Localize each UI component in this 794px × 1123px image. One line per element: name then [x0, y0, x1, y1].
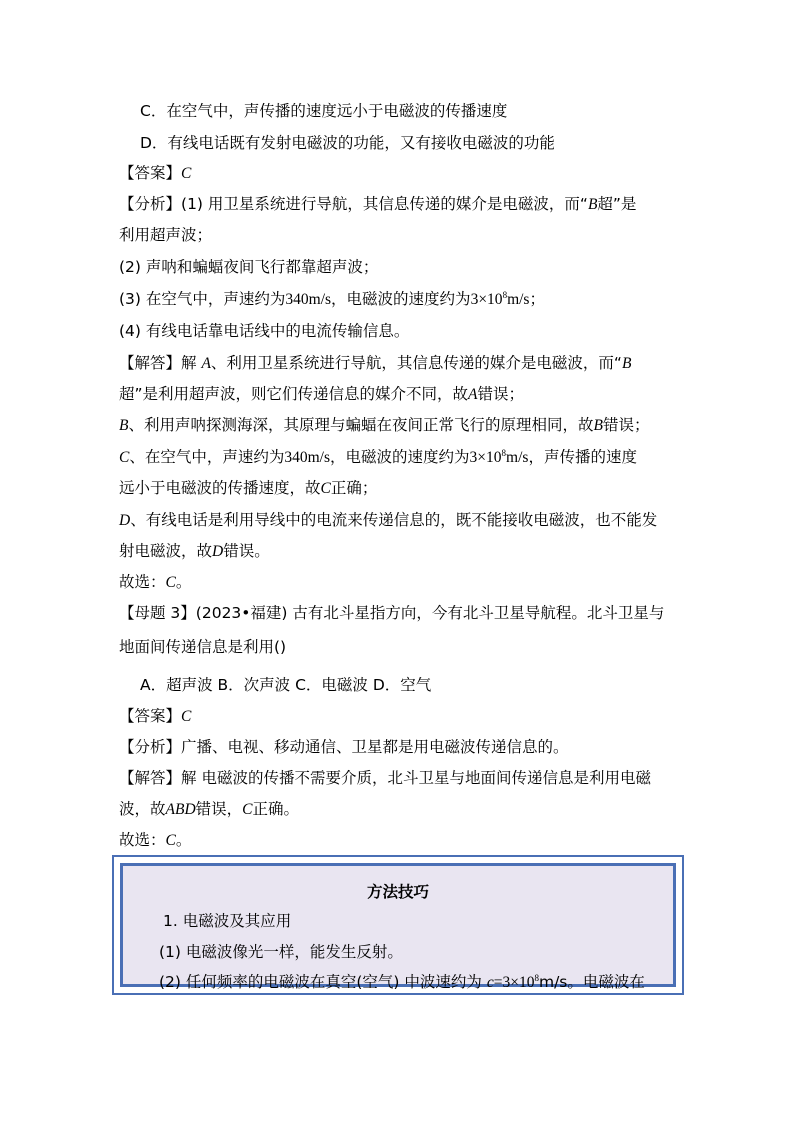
method-tips-inner — [120, 863, 676, 991]
q3-title-cont: 地面间传递信息是利用() — [119, 638, 287, 656]
text: B — [621, 355, 632, 372]
answer-label: 【答案】 — [119, 707, 182, 725]
text: m/s。电磁波在 — [538, 973, 645, 991]
analysis-label: 【分析】 — [119, 195, 182, 213]
option-c: C．在空气中，声传播的速度远小于电磁波的传播速度 — [140, 102, 508, 120]
text: ，声传播的速度 — [528, 448, 637, 466]
choose-label: 故选： — [119, 573, 166, 591]
text: 超”是利用超声波，则它们传递信息的媒介不同，故 — [119, 385, 469, 403]
choose-label: 故选： — [119, 831, 166, 849]
q2-solution-c-cont — [119, 477, 377, 500]
q2-analysis-4: (4) 有线电话靠电话线中的电流传输信息。 — [119, 322, 410, 340]
question-text: (2023•福建) 古有北斗星指方向，今有北斗卫星导航程。北斗卫星与 — [195, 604, 665, 622]
option-d: D．有线电话既有发射电磁波的功能，又有接收电磁波的功能 — [140, 134, 555, 152]
unit: m/s — [506, 449, 529, 466]
text: D — [119, 512, 131, 529]
text: (3) 在空气中，声速约为 — [119, 290, 286, 308]
tips-item-3 — [159, 971, 645, 994]
q2-answer — [119, 162, 191, 185]
q3-title — [119, 602, 664, 624]
text: 、利用卫星系统进行导航，其信息传递的媒介是电磁波，而“ — [210, 354, 622, 372]
speed-value: 3×10 — [470, 291, 503, 308]
text: 。 — [175, 573, 192, 591]
choose-value: C — [165, 574, 176, 591]
exponent: 8 — [502, 290, 508, 300]
text: ABD — [165, 801, 196, 818]
method-tips-title: 方法技巧 — [366, 883, 429, 901]
speed-value: 3×10 — [469, 449, 502, 466]
question-label: 【母题 3】 — [119, 604, 196, 622]
speed-value: 340m/s — [284, 449, 331, 466]
text: (1) 用卫星系统进行导航，其信息传递的媒介是电磁波，而“ — [181, 195, 588, 213]
text: 射电磁波，故 — [119, 542, 213, 560]
text: 错误。 — [223, 542, 270, 560]
q2-solution-a — [119, 352, 631, 375]
text: 、利用声呐探测海深，其原理与蝙蝠在夜间正常飞行的原理相同，故 — [128, 416, 594, 434]
method-tips-box — [112, 855, 684, 995]
exponent: 8 — [534, 973, 539, 983]
text: 错误， — [195, 800, 243, 818]
q3-solution-cont — [119, 798, 299, 821]
q2-choose — [119, 571, 191, 594]
tips-item-2: (1) 电磁波像光一样，能发生反射。 — [159, 943, 403, 961]
text: A — [201, 355, 211, 372]
text: 远小于电磁波的传播速度，故 — [119, 479, 321, 497]
text: B — [119, 417, 129, 434]
choose-value: C — [165, 832, 176, 849]
text: 。 — [175, 831, 192, 849]
answer-label: 【答案】 — [119, 164, 182, 182]
solution-label: 【解答】 — [119, 354, 182, 372]
q2-solution-d — [119, 509, 657, 532]
answer-value: C — [181, 708, 192, 725]
q2-solution-c — [119, 446, 637, 469]
text: 超”是 — [597, 195, 637, 213]
q3-choose — [119, 829, 191, 852]
q2-analysis-1 — [119, 193, 636, 216]
text: C — [242, 801, 253, 818]
text: 解 — [181, 354, 202, 372]
text: A — [468, 386, 478, 403]
text: =3×10 — [493, 974, 535, 991]
q2-solution-d-cont — [119, 540, 270, 563]
text: 波，故 — [119, 800, 166, 818]
analysis-label: 【分析】 — [119, 738, 182, 756]
text: 正确。 — [252, 800, 300, 818]
speed-value: 340m/s — [285, 291, 332, 308]
q2-analysis-3 — [119, 288, 545, 311]
q3-solution — [119, 767, 651, 789]
text: c — [486, 974, 494, 991]
text: D — [212, 543, 224, 560]
text: B — [593, 417, 603, 434]
text: 、在空气中，声速约为 — [129, 448, 285, 466]
text: ，电磁波的速度约为 — [330, 448, 470, 466]
tips-item-1: 1. 电磁波及其应用 — [163, 912, 292, 930]
answer-value: C — [181, 165, 192, 182]
text: C — [119, 449, 130, 466]
q2-solution-b — [119, 414, 649, 437]
solution-text: 解 电磁波的传播不需要介质，北斗卫星与地面间传递信息是利用电磁 — [181, 769, 651, 787]
analysis-text: 广播、电视、移动通信、卫星都是用电磁波传递信息的。 — [181, 738, 569, 756]
q2-solution-a-cont — [119, 383, 524, 406]
text: 、有线电话是利用导线中的电流来传递信息的，既不能接收电磁波，也不能发 — [130, 511, 658, 529]
q3-options: A．超声波 B．次声波 C．电磁波 D．空气 — [140, 676, 432, 694]
text: 错误； — [477, 385, 525, 403]
text: ，电磁波的速度约为 — [331, 290, 471, 308]
exponent: 8 — [501, 448, 507, 458]
text: 正确； — [330, 479, 378, 497]
text: 错误； — [602, 416, 650, 434]
q3-analysis — [119, 736, 569, 758]
solution-label: 【解答】 — [119, 769, 182, 787]
text: (2) 任何频率的电磁波在真空(空气) 中波速约为 — [159, 973, 487, 991]
text: ； — [529, 290, 545, 308]
q2-analysis-2: (2) 声呐和蝙蝠夜间飞行都靠超声波； — [119, 258, 379, 276]
q2-analysis-1-cont: 利用超声波； — [119, 226, 213, 244]
text: C — [320, 480, 331, 497]
text: B — [587, 196, 598, 213]
unit: m/s — [507, 291, 530, 308]
q3-answer — [119, 705, 191, 728]
